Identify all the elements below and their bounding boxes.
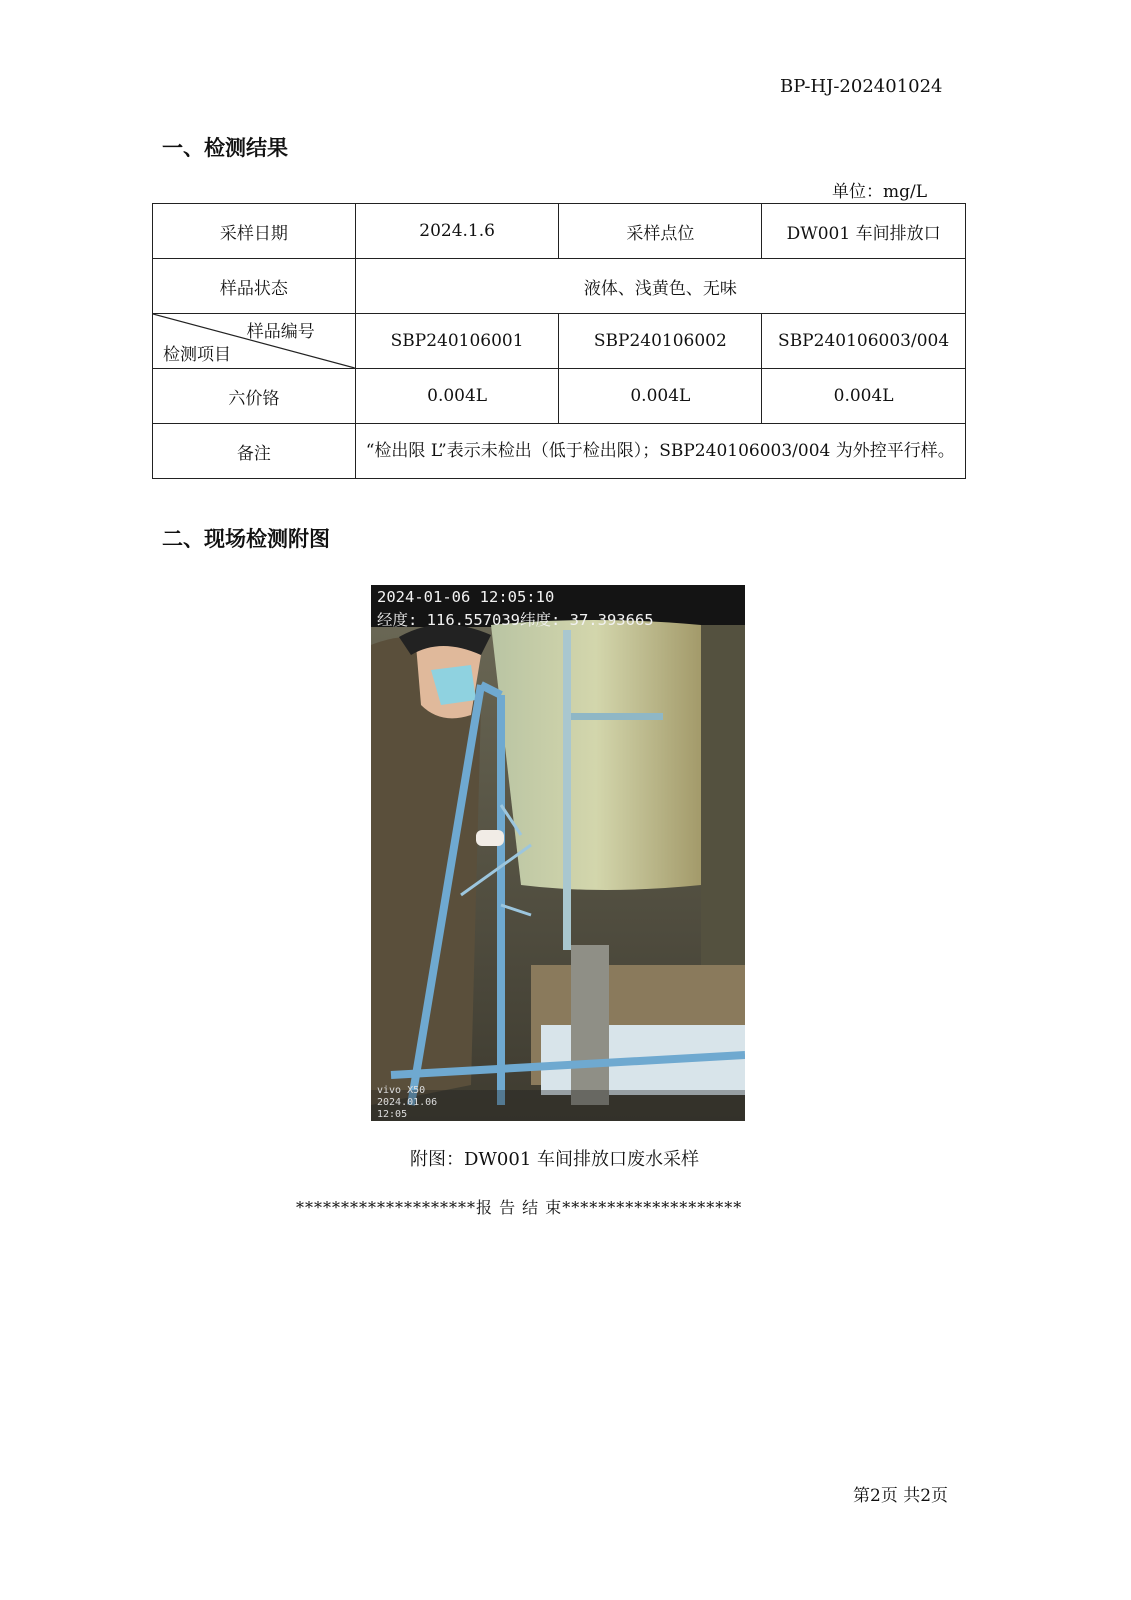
site-photo-illustration [371, 585, 745, 1121]
camera-watermark: vivo X50 2024.01.06 12:05 [377, 1085, 438, 1120]
report-number: BP-HJ-202401024 [780, 76, 943, 97]
photo-timestamp: 2024-01-06 12:05:10 [377, 588, 555, 606]
photo-coordinates: 经度: 116.557039纬度: 37.393665 [377, 611, 654, 629]
table-row [153, 314, 966, 369]
remark-label: 备注 [153, 424, 356, 479]
sample-no-3: SBP240106003/004 [762, 314, 966, 369]
section-title-photo: 二、现场检测附图 [162, 527, 330, 551]
sampling-point-value: DW001 车间排放口 [762, 204, 966, 259]
table-row [153, 424, 966, 479]
table-row [153, 204, 966, 259]
item-name: 六价铬 [153, 369, 356, 424]
table-row [153, 259, 966, 314]
site-photo [371, 585, 745, 1121]
item-value-1: 0.004L [355, 369, 559, 424]
section-title-results: 一、检测结果 [162, 136, 288, 160]
sample-no-label: 样品编号 [246, 322, 315, 342]
report-end-line: ********************报 告 结 束******************** [296, 1198, 743, 1217]
photo-caption: 附图：DW001 车间排放口废水采样 [410, 1149, 700, 1170]
test-item-label: 检测项目 [163, 345, 231, 365]
sampling-date-label: 采样日期 [153, 204, 356, 259]
sampling-point-label: 采样点位 [559, 204, 762, 259]
sampling-date-value: 2024.1.6 [355, 204, 559, 259]
item-value-2: 0.004L [559, 369, 762, 424]
item-value-3: 0.004L [762, 369, 966, 424]
sample-no-1: SBP240106001 [355, 314, 559, 369]
unit-label: 单位：mg/L [832, 182, 928, 202]
results-table [152, 203, 966, 479]
sample-state-value: 液体、浅黄色、无味 [355, 259, 965, 314]
page-number: 第2页 共2页 [853, 1486, 949, 1506]
sample-state-label: 样品状态 [153, 259, 356, 314]
table-row [153, 369, 966, 424]
diagonal-header-cell [153, 314, 356, 369]
remark-text: “检出限 L”表示未检出（低于检出限）；SBP240106003/004 为外控平行样。 [355, 424, 965, 479]
sample-no-2: SBP240106002 [559, 314, 762, 369]
